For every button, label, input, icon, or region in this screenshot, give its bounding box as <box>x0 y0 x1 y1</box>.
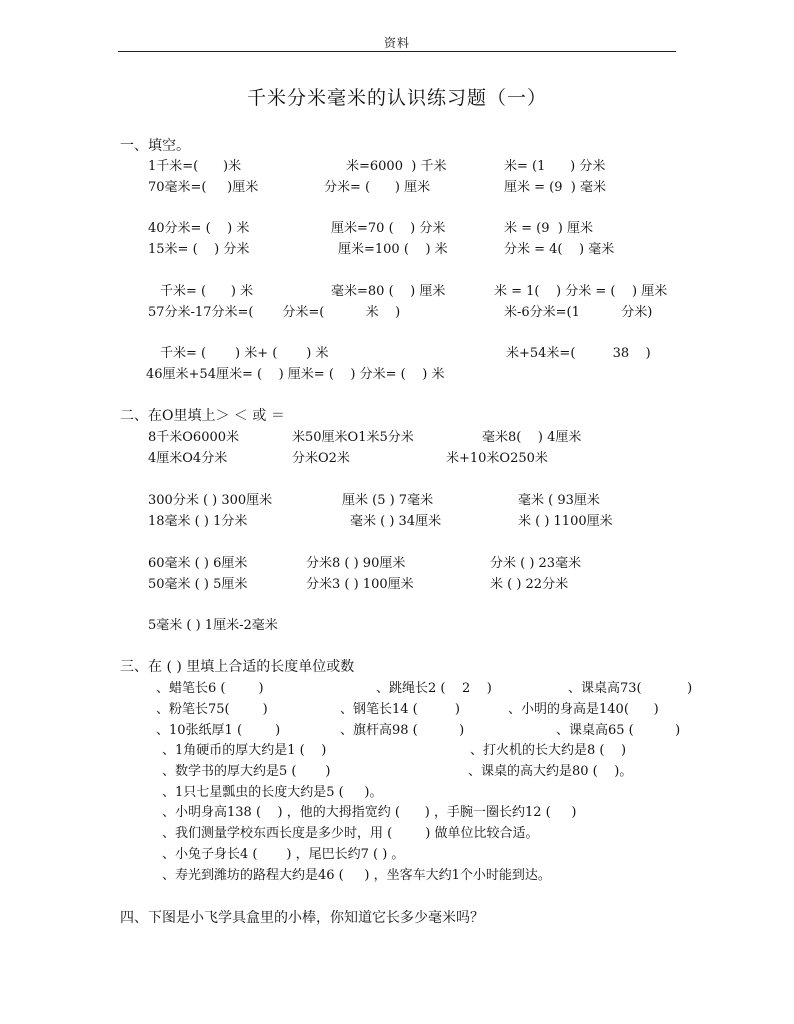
section-4-heading: 四、下图是小飞学具盒里的小棒，你知道它长多少毫米吗？ <box>120 910 484 926</box>
section-3-heading: 三、在 ( ) 里填上合适的长度单位或数 <box>120 659 355 675</box>
s2-r3-c1: 300分米 ( ) 300厘米 <box>148 493 273 508</box>
s3-r1-c2: 、跳绳长2 ( 2 ) <box>376 681 492 696</box>
s2-r4-c1: 18毫米 ( ) 1分米 <box>148 514 248 529</box>
s2-r6-c2: 分米3 ( ) 100厘米 <box>306 577 414 592</box>
s3-r1-c1: 、蜡笔长6 ( ) <box>156 681 264 696</box>
s2-r2-c2: 分米O2米 <box>292 451 350 466</box>
s2-r2-c3: 米+10米O250米 <box>446 451 548 466</box>
s1-r1-c2: 米=6000 ) 千米 <box>346 159 447 174</box>
document-title: 千米分米毫米的认识练习题（一） <box>246 87 547 109</box>
s1-r8-c1: 46厘米+54厘米= ( ) 厘米= ( ) 分米= ( ) 米 <box>146 367 445 382</box>
s2-r4-c3: 米 ( ) 1100厘米 <box>518 514 613 529</box>
s2-r5-c2: 分米8 ( ) 90厘米 <box>306 556 406 571</box>
s2-r5-c1: 60毫米 ( ) 6厘米 <box>148 556 248 571</box>
s1-r5-c1: 千米= ( ) 米 <box>160 284 254 299</box>
s2-r1-c2: 米50厘米O1米5分米 <box>292 430 414 445</box>
s1-r1-c1: 1千米=( )米 <box>148 159 242 174</box>
s3-r2-c3: 、小明的身高是140( ) <box>508 702 659 717</box>
s1-r4-c3: 分米 = 4( ) 毫米 <box>504 242 615 257</box>
s1-r6-c3: 米-6分米=(1 分米) <box>504 305 653 320</box>
s2-r3-c2: 厘米 (5 ) 7毫米 <box>342 493 434 508</box>
s3-r2-c1: 、粉笔长75( ) <box>156 702 268 717</box>
s2-r7-c1: 5毫米 ( ) 1厘米-2毫米 <box>148 618 278 633</box>
s1-r4-c1: 15米= ( ) 分米 <box>148 242 250 257</box>
s3-r5-c1: 、数学书的厚大约是5 ( ) <box>162 764 331 779</box>
s3-r1-c3: 、课桌高73( ) <box>568 681 693 696</box>
s1-r2-c3: 厘米 = (9 ) 毫米 <box>504 180 606 195</box>
s1-r3-c1: 40分米= ( ) 米 <box>148 221 250 236</box>
s3-r4-c3: 、打火机的长大约是8 ( ) <box>470 743 627 758</box>
s3-r9-c1: 、小兔子身长4 ( ) ，尾巴长约7 ( ) 。 <box>162 847 405 862</box>
header-label: 资料 <box>383 36 410 50</box>
s1-r3-c3: 米 = (9 ) 厘米 <box>504 221 593 236</box>
s1-r7-c1: 千米= ( ) 米+ ( ) 米 <box>160 346 329 361</box>
s2-r1-c1: 8千米O6000米 <box>148 430 240 445</box>
s1-r5-c3: 米 = 1( ) 分米 = ( ) 厘米 <box>494 284 668 299</box>
s1-r1-c3: 米= (1 ) 分米 <box>504 159 606 174</box>
header-rule <box>118 51 676 52</box>
s1-r6-c1: 57分米-17分米=( 分米=( 米 ) <box>148 305 401 320</box>
s2-r1-c3: 毫米8( ) 4厘米 <box>482 430 582 445</box>
s3-r3-c3: 、课桌高65 ( ) <box>556 723 681 738</box>
s2-r4-c2: 毫米 ( ) 34厘米 <box>350 514 442 529</box>
s3-r6-c1: 、1只七星瓢虫的长度大约是5 ( )。 <box>162 785 383 800</box>
s2-r6-c1: 50毫米 ( ) 5厘米 <box>148 577 248 592</box>
s3-r2-c2: 、钢笔长14 ( ) <box>340 702 461 717</box>
s3-r3-c2: 、旗杆高98 ( ) <box>340 723 465 738</box>
section-2-heading: 二、在O里填上＞ ＜ 或 ＝ <box>120 408 285 424</box>
s1-r7-c3: 米+54米=( 38 ) <box>506 346 651 361</box>
s3-r8-c1: 、我们测量学校东西长度是多少时，用 ( ) 做单位比较合适。 <box>162 826 539 841</box>
s2-r3-c3: 毫米 ( 93厘米 <box>518 493 600 508</box>
s3-r7-c1: 、小明身高138 ( ) ，他的大拇指宽约 ( ) ，手腕一圈长约12 ( ) <box>162 805 577 820</box>
s1-r4-c2: 厘米=100 ( ) 米 <box>338 242 448 257</box>
s1-r2-c1: 70毫米=( )厘米 <box>148 180 259 195</box>
s3-r3-c1: 、10张纸厚1 ( ) <box>156 723 281 738</box>
s3-r10-c1: 、寿光到潍坊的路程大约是46 ( ) ，坐客车大约1个小时能到达。 <box>162 868 551 883</box>
s2-r6-c3: 米 ( ) 22分米 <box>490 577 569 592</box>
s2-r2-c1: 4厘米O4分米 <box>148 451 228 466</box>
s3-r5-c3: 、课桌的高大约是80 ( )。 <box>468 764 633 779</box>
s1-r2-c2: 分米= ( ) 厘米 <box>324 180 431 195</box>
s1-r5-c2: 毫米=80 ( ) 厘米 <box>331 284 446 299</box>
s1-r3-c2: 厘米=70 ( ) 分米 <box>331 221 446 236</box>
s3-r4-c1: 、1角硬币的厚大约是1 ( ) <box>162 743 327 758</box>
s2-r5-c3: 分米 ( ) 23毫米 <box>490 556 582 571</box>
section-1-heading: 一、填空。 <box>120 138 190 154</box>
